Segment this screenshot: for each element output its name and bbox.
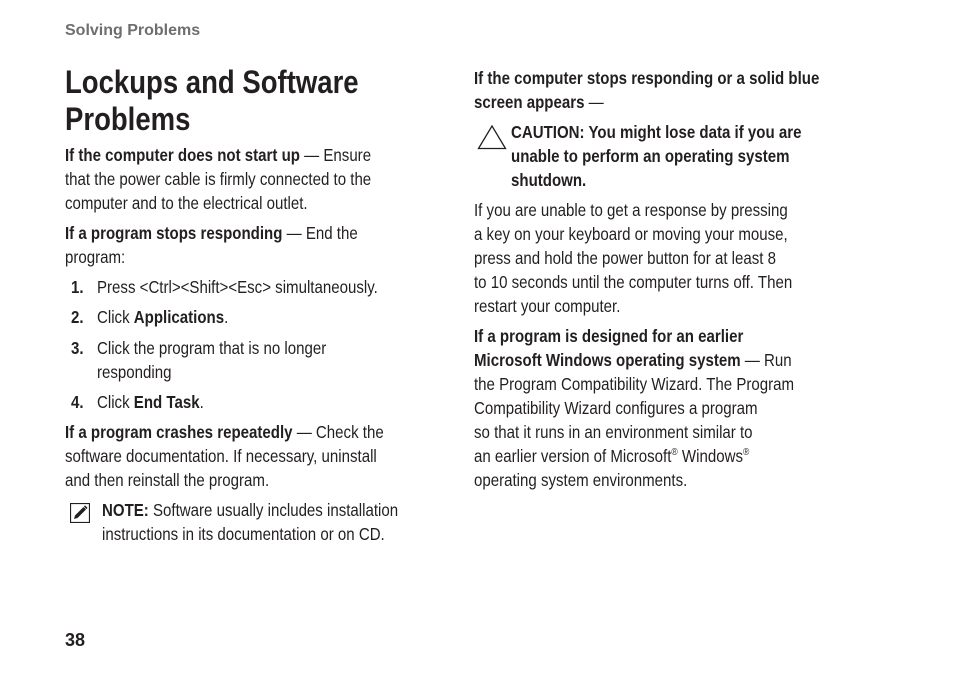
list-text <box>97 336 497 384</box>
registered-mark-1: ® <box>671 447 678 459</box>
earlier-windows-line6 <box>474 444 861 468</box>
step-4-pre: Click <box>97 392 134 412</box>
earlier-windows-line7: operating system environments. <box>474 470 688 490</box>
paragraph-response <box>474 198 924 318</box>
step-3-line1: Click the program that is no longer <box>97 338 327 358</box>
step-3-line2: responding <box>97 362 172 382</box>
crashes-line3: and then reinstall the program. <box>65 470 270 490</box>
caution-block <box>511 120 931 192</box>
crashes-line2: software documentation. If necessary, uninstall <box>65 446 377 466</box>
not-start-line2: that the power cable is firmly connected to the <box>65 169 372 189</box>
earlier-windows-line2 <box>474 348 861 372</box>
step-2-bold: Applications <box>133 307 225 327</box>
step-2-pre: Click <box>97 307 134 327</box>
note-line1 <box>102 498 412 522</box>
list-number: 1. <box>71 277 84 297</box>
step-2-post: . <box>224 307 229 327</box>
response-line4: to 10 seconds until the computer turns off. Then <box>474 272 793 292</box>
earlier-windows-line2-bold: Microsoft Windows operating system <box>474 350 741 370</box>
paragraph-earlier-windows <box>474 324 924 492</box>
response-line3: press and hold the power button for at least 8 <box>474 248 777 268</box>
earlier-windows-line5: so that it runs in an environment similar to <box>474 422 753 442</box>
page-title <box>65 64 485 138</box>
caution-line3: shutdown. <box>511 170 587 190</box>
paragraph-blue-screen <box>474 66 924 114</box>
list-number: 4. <box>71 392 84 412</box>
earlier-windows-line2-rest: — Run <box>740 350 792 370</box>
note-label: NOTE: <box>102 500 149 520</box>
registered-mark-2: ® <box>742 447 750 459</box>
page-title-line2: Problems <box>65 101 191 137</box>
crashes-lead: If a program crashes repeatedly <box>65 422 293 442</box>
step-4-bold: End Task <box>133 392 200 412</box>
note-block <box>102 498 462 546</box>
section-header <box>65 22 200 40</box>
response-line1: If you are unable to get a response by pressing <box>474 200 788 220</box>
not-start-line1 <box>65 143 443 167</box>
paragraph-crashes <box>65 420 505 492</box>
earlier-windows-line6-b: Windows <box>677 446 743 466</box>
earlier-windows-line3: the Program Compatibility Wizard. The Program <box>474 374 795 394</box>
note-pencil-icon <box>70 503 90 523</box>
earlier-windows-line4: Compatibility Wizard configures a program <box>474 398 758 418</box>
step-4-post: . <box>199 392 204 412</box>
step-2-line <box>97 305 441 329</box>
stops-responding-line1 <box>65 221 443 245</box>
note-text1: Software usually includes installation <box>148 500 399 520</box>
stops-responding-line2: program: <box>65 247 126 267</box>
caution-triangle-icon <box>477 124 507 150</box>
paragraph-stops-responding <box>65 221 505 269</box>
not-start-text1: — Ensure <box>299 145 372 165</box>
section-header-text: Solving Problems <box>65 22 201 39</box>
list-text <box>97 390 497 414</box>
blue-screen-line1: If the computer stops responding or a solid blue <box>474 68 820 88</box>
crashes-line1 <box>65 420 443 444</box>
earlier-windows-line6-a: an earlier version of Microsoft <box>474 446 672 466</box>
not-start-lead: If the computer does not start up <box>65 145 300 165</box>
step-4-line <box>97 390 441 414</box>
page-number-text: 38 <box>65 630 86 650</box>
caution-line2: unable to perform an operating system <box>511 146 790 166</box>
stops-responding-lead: If a program stops responding <box>65 223 283 243</box>
list-number: 2. <box>71 307 84 327</box>
blue-screen-line2 <box>474 90 861 114</box>
page-number <box>65 630 85 651</box>
earlier-windows-line1: If a program is designed for an earlier <box>474 326 744 346</box>
blue-screen-line2-rest: — <box>584 92 604 112</box>
list-number: 3. <box>71 338 84 358</box>
paragraph-not-start <box>65 143 505 215</box>
blue-screen-line2-bold: screen appears <box>474 92 585 112</box>
note-line2: instructions in its documentation or on CD. <box>102 524 385 544</box>
list-text <box>97 275 497 299</box>
response-line2: a key on your keyboard or moving your mouse, <box>474 224 788 244</box>
stops-responding-text1: — End the <box>282 223 358 243</box>
page-title-line1: Lockups and Software <box>65 64 359 100</box>
caution-line1: CAUTION: You might lose data if you are <box>511 122 802 142</box>
response-line5: restart your computer. <box>474 296 621 316</box>
crashes-text1: — Check the <box>292 422 384 442</box>
list-text <box>97 305 497 329</box>
step-1-text: Press <Ctrl><Shift><Esc> simultaneously. <box>97 277 378 297</box>
not-start-line3: computer and to the electrical outlet. <box>65 193 308 213</box>
